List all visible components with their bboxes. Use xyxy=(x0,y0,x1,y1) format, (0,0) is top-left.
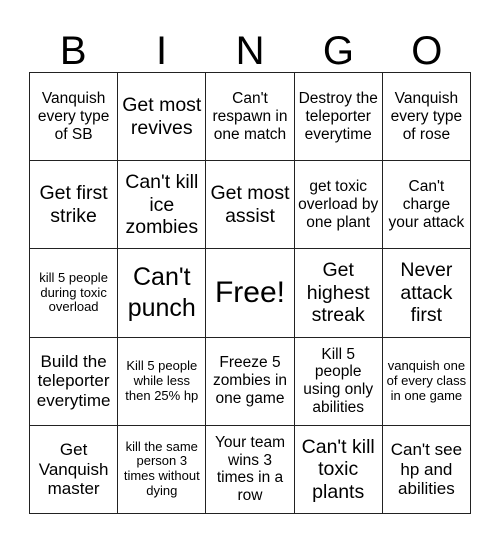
bingo-card-grid xyxy=(29,72,471,514)
bingo-cell-r4-c3[interactable]: Freeze 5 zombies in one game xyxy=(206,338,294,426)
bingo-cell-r1-c4[interactable]: Destroy the teleporter everytime xyxy=(295,73,383,161)
bingo-cell-r1-c2[interactable]: Get most revives xyxy=(118,73,206,161)
bingo-cell-r5-c5[interactable]: Can't see hp and abilities xyxy=(383,426,471,514)
bingo-cell-r2-c4[interactable]: get toxic overload by one plant xyxy=(295,161,383,249)
bingo-cell-r2-c1[interactable]: Get first strike xyxy=(30,161,118,249)
bingo-cell-r3-c5[interactable]: Never attack first xyxy=(383,249,471,337)
header-letter-i: I xyxy=(156,29,168,73)
bingo-cell-r5-c3[interactable]: Your team wins 3 times in a row xyxy=(206,426,294,514)
bingo-cell-r3-c2[interactable]: Can't punch xyxy=(118,249,206,337)
bingo-cell-r3-c4[interactable]: Get highest streak xyxy=(295,249,383,337)
bingo-cell-r3-c1[interactable]: kill 5 people during toxic overload xyxy=(30,249,118,337)
bingo-cell-r1-c1[interactable]: Vanquish every type of SB xyxy=(30,73,118,161)
bingo-cell-r1-c5[interactable]: Vanquish every type of rose xyxy=(383,73,471,161)
bingo-cell-r1-c3[interactable]: Can't respawn in one match xyxy=(206,73,294,161)
bingo-cell-r4-c2[interactable]: Kill 5 people while less then 25% hp xyxy=(118,338,206,426)
bingo-cell-r2-c2[interactable]: Can't kill ice zombies xyxy=(118,161,206,249)
bingo-header xyxy=(29,22,471,72)
header-letter-o: O xyxy=(411,29,443,73)
header-letter-b: B xyxy=(59,29,87,73)
bingo-cell-r4-c5[interactable]: vanquish one of every class in one game xyxy=(383,338,471,426)
bingo-cell-r4-c1[interactable]: Build the teleporter everytime xyxy=(30,338,118,426)
bingo-cell-r5-c4[interactable]: Can't kill toxic plants xyxy=(295,426,383,514)
bingo-cell-r4-c4[interactable]: Kill 5 people using only abilities xyxy=(295,338,383,426)
bingo-cell-free[interactable]: Free! xyxy=(206,249,294,337)
bingo-cell-r5-c2[interactable]: kill the same person 3 times without dying xyxy=(118,426,206,514)
header-letter-g: G xyxy=(322,29,354,73)
bingo-cell-r2-c3[interactable]: Get most assist xyxy=(206,161,294,249)
header-letter-n: N xyxy=(235,29,265,73)
bingo-cell-r2-c5[interactable]: Can't charge your attack xyxy=(383,161,471,249)
bingo-cell-r5-c1[interactable]: Get Vanquish master xyxy=(30,426,118,514)
